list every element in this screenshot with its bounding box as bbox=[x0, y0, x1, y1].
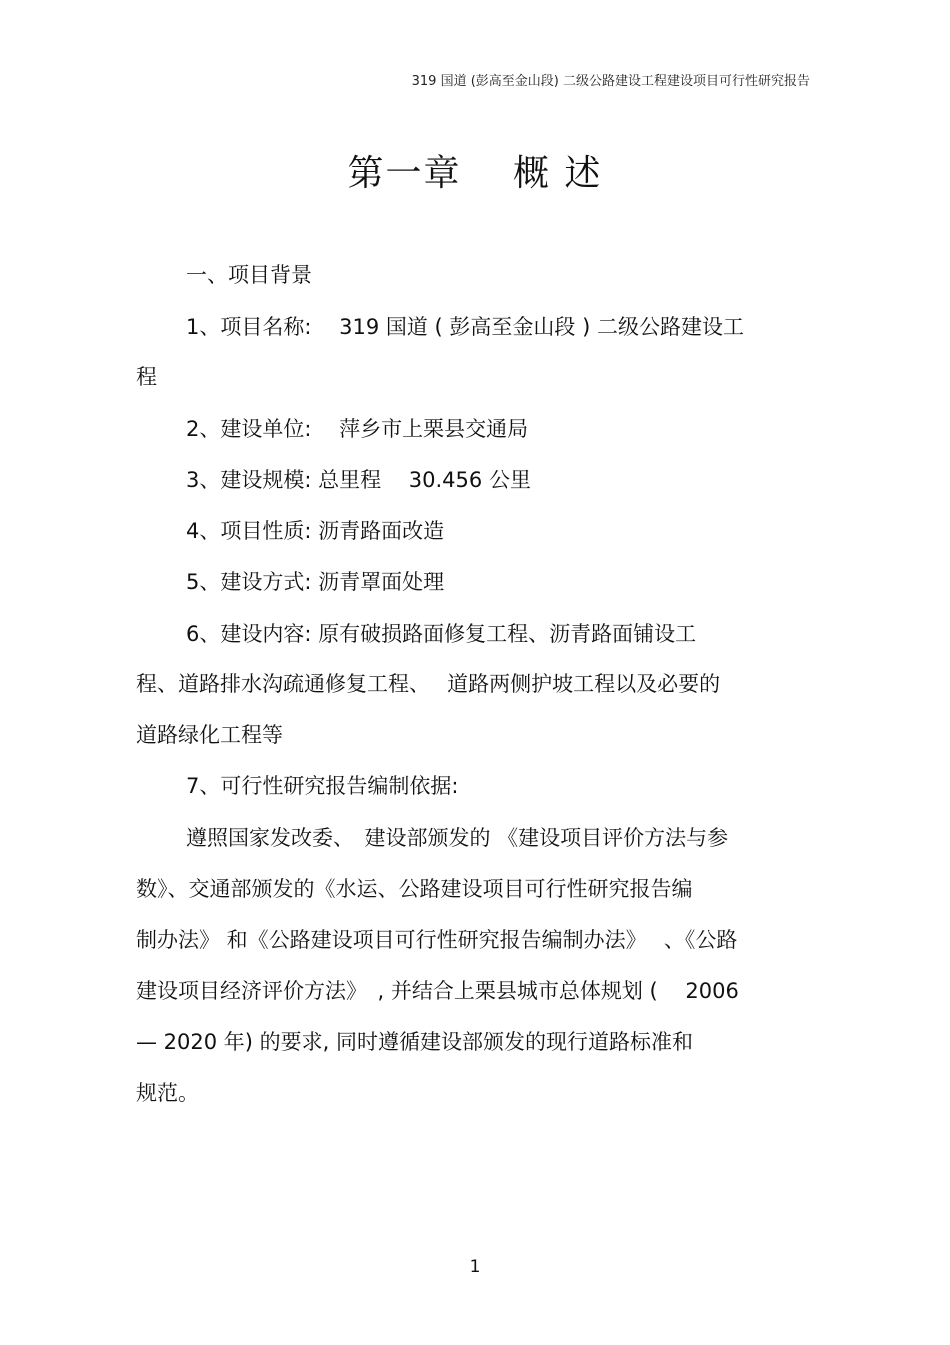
item-construction-content-line1: 6、建设内容: 原有破损路面修复工程、沥青路面铺设工 bbox=[186, 622, 697, 646]
basis-paragraph-line6: 规范。 bbox=[136, 1081, 199, 1105]
basis-paragraph-line5: — 2020 年) 的要求, 同时遵循建设部颁发的现行道路标准和 bbox=[136, 1030, 694, 1054]
chapter-title: 第一章 概 述 bbox=[347, 153, 603, 194]
section-heading: 一、项目背景 bbox=[186, 263, 312, 287]
page-number: 1 bbox=[469, 1257, 481, 1277]
item-construction-unit: 2、建设单位: 萍乡市上栗县交通局 bbox=[186, 417, 529, 441]
item-project-nature: 4、项目性质: 沥青路面改造 bbox=[186, 519, 445, 543]
item-project-name-line1: 1、项目名称: 319 国道 ( 彭高至金山段 ) 二级公路建设工 bbox=[186, 315, 744, 339]
basis-paragraph-line2: 数》、交通部颁发的《水运、公路建设项目可行性研究报告编 bbox=[136, 877, 693, 901]
basis-paragraph-line3: 制办法》 和《公路建设项目可行性研究报告编制办法》 、《公路 bbox=[136, 928, 738, 952]
item-construction-method: 5、建设方式: 沥青罩面处理 bbox=[186, 570, 445, 594]
item-report-basis-heading: 7、可行性研究报告编制依据: bbox=[186, 774, 459, 798]
item-project-name-line2: 程 bbox=[136, 365, 157, 389]
basis-paragraph-line4: 建设项目经济评价方法》 , 并结合上栗县城市总体规划 ( 2006 bbox=[136, 979, 739, 1003]
item-construction-content-line3: 道路绿化工程等 bbox=[136, 723, 283, 747]
item-construction-content-line2: 程、道路排水沟疏通修复工程、 道路两侧护坡工程以及必要的 bbox=[136, 672, 721, 696]
running-header: 319 国道 (彭高至金山段) 二级公路建设工程建设项目可行性研究报告 bbox=[411, 74, 810, 89]
item-construction-scale: 3、建设规模: 总里程 30.456 公里 bbox=[186, 468, 531, 492]
basis-paragraph-line1: 遵照国家发改委、 建设部颁发的 《建设项目评价方法与参 bbox=[186, 826, 729, 850]
